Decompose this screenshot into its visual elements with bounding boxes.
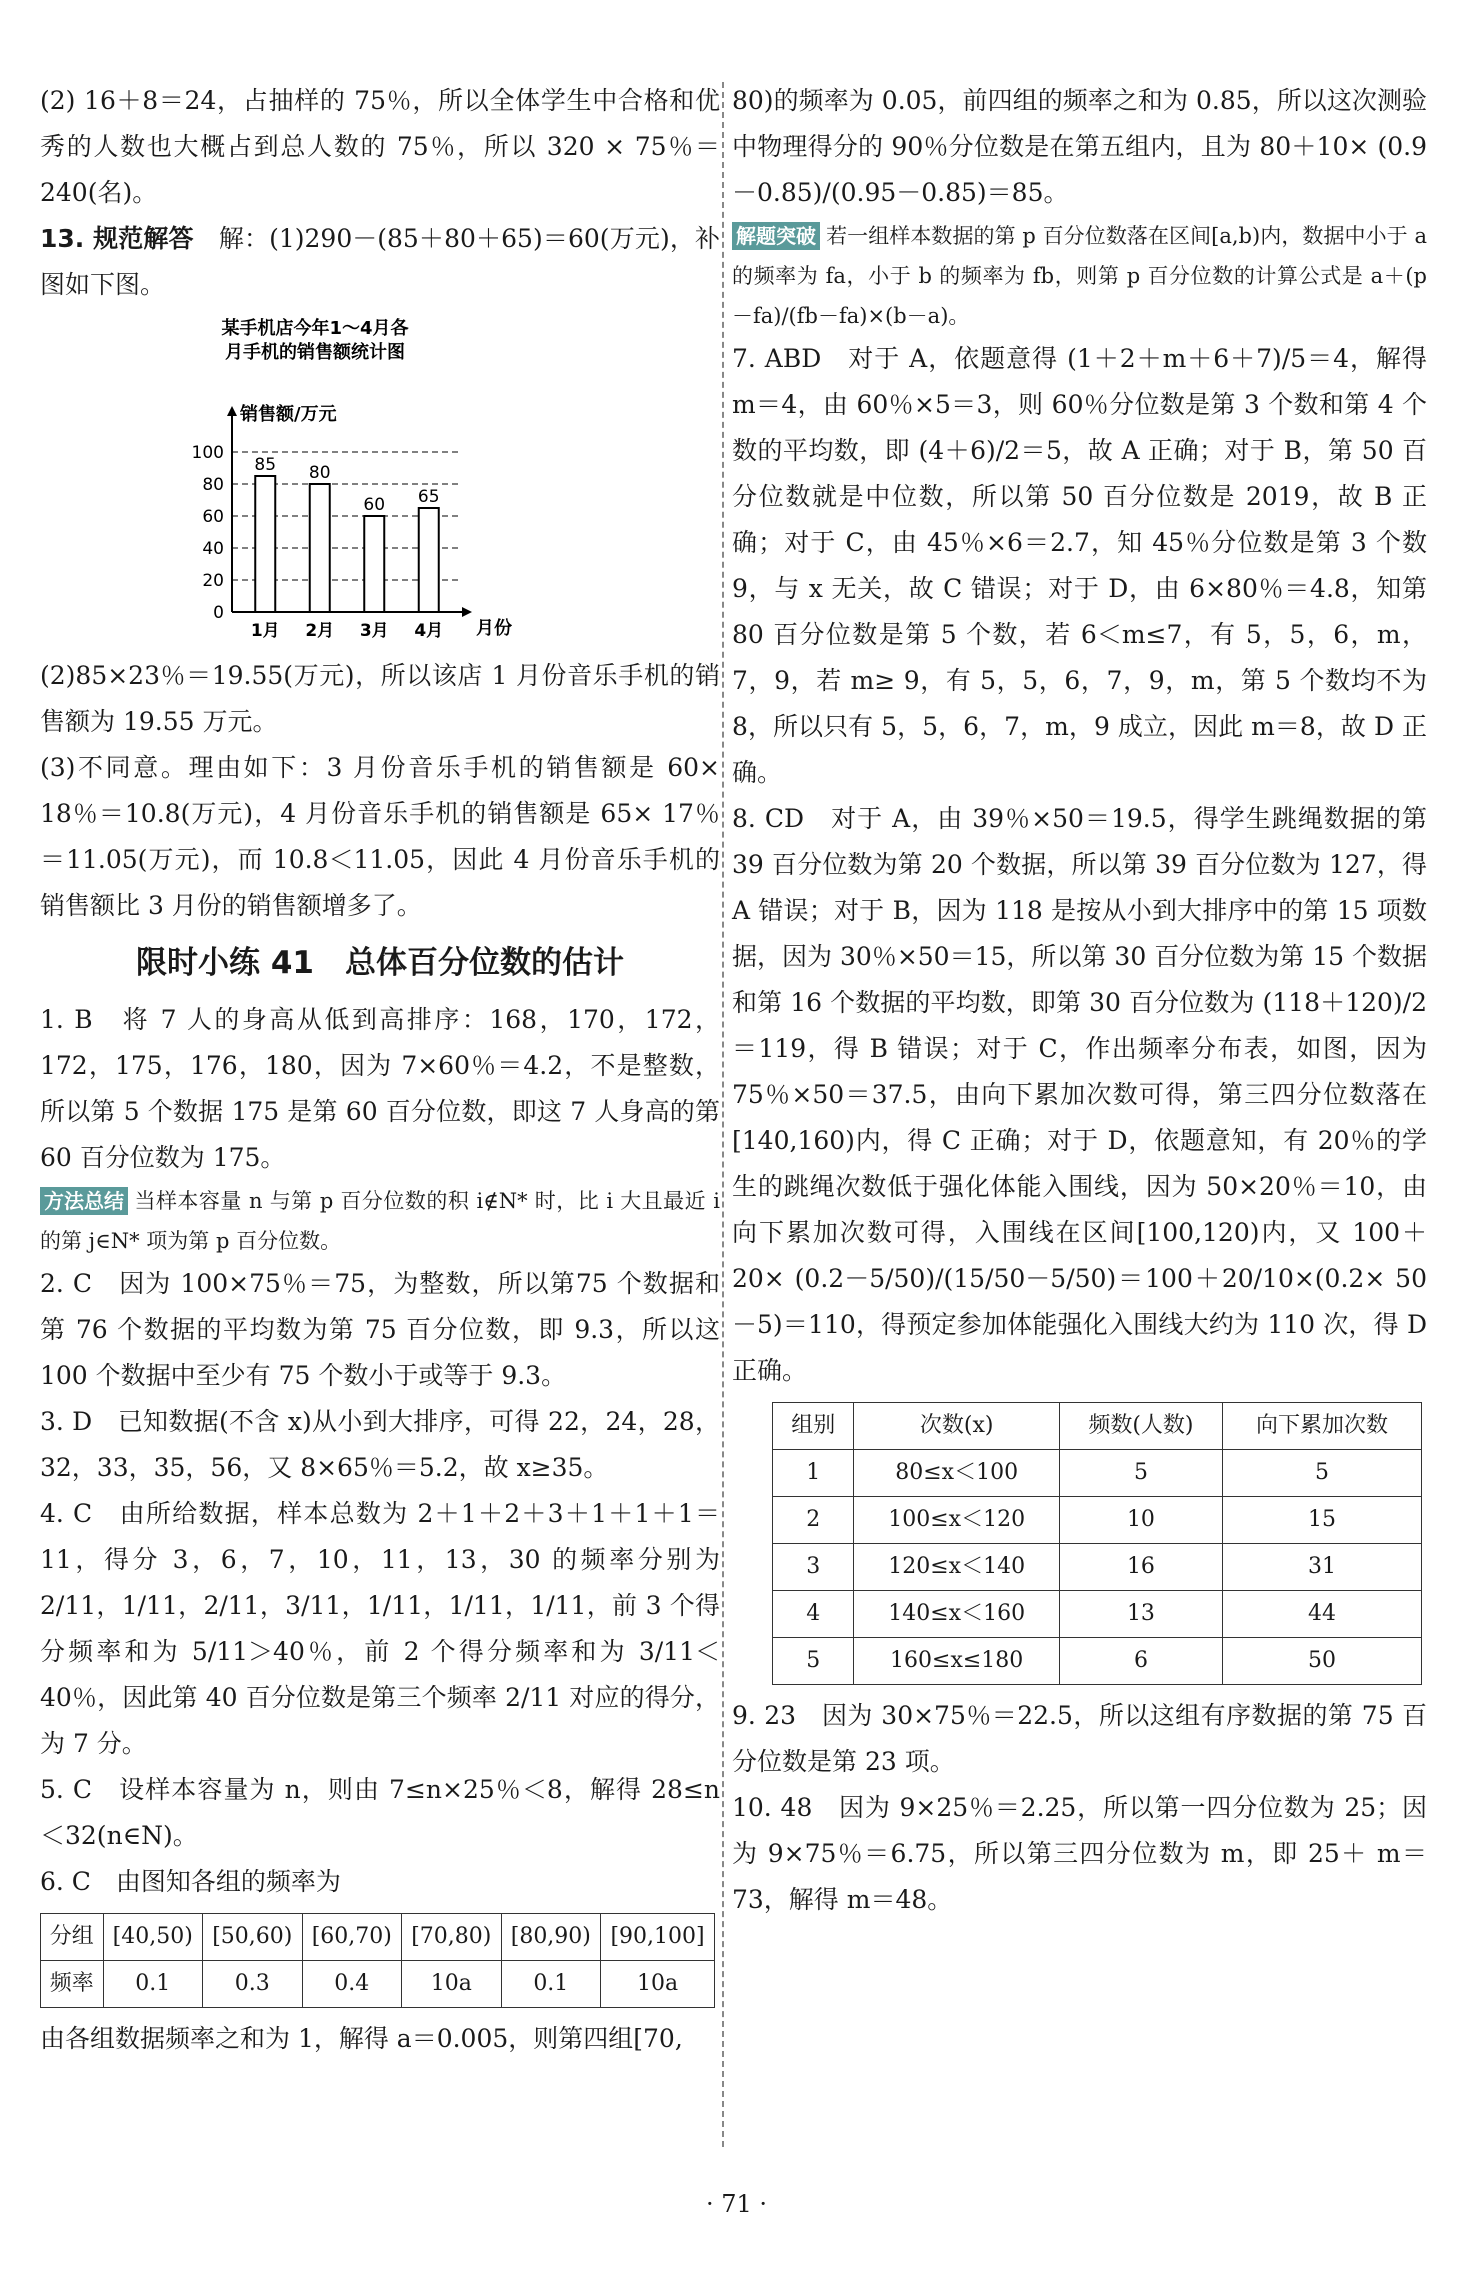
table-cell: 频率	[41, 1961, 104, 2008]
table-cell: 3	[773, 1544, 854, 1591]
column-divider	[722, 82, 724, 2147]
table-row	[41, 1961, 715, 2008]
table-cell: 100≤x＜120	[854, 1497, 1059, 1544]
answer-6: 6. C 由图知各组的频率为	[40, 1867, 341, 1896]
paragraph: (2) 16＋8＝24，占抽样的 75％，所以全体学生中合格和优秀的人数也大概占到总人数的 75％，所以 320 × 75％＝240(名)。	[40, 86, 720, 207]
frequency-table	[40, 1913, 715, 2008]
table-cell: 31	[1223, 1544, 1422, 1591]
bar	[310, 484, 330, 612]
table-cell: [40,50)	[103, 1914, 203, 1961]
table-cell: 组别	[773, 1403, 854, 1450]
right-column	[732, 78, 1427, 1923]
table-cell: 次数(x)	[854, 1403, 1059, 1450]
table-cell: 向下累加次数	[1223, 1403, 1422, 1450]
x-tick-label: 1月	[250, 621, 280, 638]
table-cell: 10a	[402, 1961, 502, 2008]
table-cell: 2	[773, 1497, 854, 1544]
paragraph: (3)不同意。理由如下：3 月份音乐手机的销售额是 60× 18％＝10.8(万元)，4 月份音乐手机的销售额是 65× 17％＝11.05(万元)，而 10.8＜11.05，因此 4 月份音乐手机的销售额比 3 月份的销售额增多了。	[40, 753, 720, 920]
table-row	[773, 1497, 1422, 1544]
tip-box	[732, 216, 1427, 336]
bar	[364, 516, 384, 612]
table-cell: 10a	[601, 1961, 715, 2008]
y-tick-label: 20	[202, 571, 224, 591]
answer-3: 3. D 已知数据(不含 x)从小到大排序，可得 22，24，28，32，33，35，56，又 8×65％＝5.2，故 x≥35。	[40, 1407, 720, 1482]
y-tick-label: 100	[191, 443, 224, 463]
x-axis-arrow	[462, 607, 472, 617]
table-cell: 0.3	[203, 1961, 303, 2008]
method-tag: 方法总结	[40, 1187, 128, 1215]
table-cell: [60,70)	[302, 1914, 402, 1961]
table-cell: 分组	[41, 1914, 104, 1961]
table-row	[773, 1544, 1422, 1591]
table-cell: 13	[1059, 1591, 1222, 1638]
x-axis-label: 月份	[476, 618, 512, 638]
paragraph: 由各组数据频率之和为 1，解得 a＝0.005，则第四组[70,	[40, 2024, 683, 2053]
x-tick-label: 4月	[414, 621, 444, 638]
table-cell: 4	[773, 1591, 854, 1638]
section-title: 限时小练 41 总体百分位数的估计	[136, 945, 624, 981]
table-cell: [70,80)	[402, 1914, 502, 1961]
bar-chart	[180, 312, 600, 638]
table-row	[773, 1450, 1422, 1497]
bar	[419, 508, 439, 612]
answer-9: 9. 23 因为 30×75％＝22.5，所以这组有序数据的第 75 百分位数是第 23 项。	[732, 1701, 1427, 1776]
table-cell: 120≤x＜140	[854, 1544, 1059, 1591]
paragraph: (2)85×23％＝19.55(万元)，所以该店 1 月份音乐手机的销售额为 19.55 万元。	[40, 661, 720, 736]
count-table	[772, 1402, 1422, 1685]
y-axis-label: 销售额/万元	[240, 404, 337, 425]
table-cell: [50,60)	[203, 1914, 303, 1961]
table-cell: 0.1	[103, 1961, 203, 2008]
answer-8: 8. CD 对于 A，由 39％×50＝19.5，得学生跳绳数据的第 39 百分位数为第 20 个数据，所以第 39 百分位数为 127，得 A 错误；对于 B，因为 118 是按从小到大排序中的第 15 项数据，因为 30％×50＝15，所以第 30 百分位数为第 15 个数据和第 16 个数据的平均数，即第 30 百分位数为 (118＋120)/2＝119，得 B 错误；对于 C，作出频率分布表，如图，因为 75％×50＝37.5，由向下累加次数可得，第三四分位数落在[140,160)内，得 C 正确；对于 D，依题意知，有 20％的学生的跳绳次数低于强化体能入围线，因为 50×20％＝10，由向下累加次数可得，入围线在区间[100,120)内，又 100＋20× (0.2－5/50)/(15/50－5/50)＝100＋20/10×(0.2× 50－5)＝110，得预定参加体能强化入围线大约为 110 次，得 D 正确。	[732, 804, 1427, 1385]
table-cell: 16	[1059, 1544, 1222, 1591]
table-cell: 5	[1223, 1450, 1422, 1497]
answer-text: 解：(1)290－(85＋80＋65)＝60(万元)，补图如下图。	[40, 224, 720, 299]
table-row	[773, 1591, 1422, 1638]
table-cell: [80,90)	[501, 1914, 601, 1961]
question-label: 13. 规范解答	[40, 224, 194, 253]
tip-text: 若一组样本数据的第 p 百分位数落在区间[a,b)内，数据中小于 a 的频率为 fa，小于 b 的频率为 fb，则第 p 百分位数的计算公式是 a＋(p－fa)/(fb－fa)×(b－a)。	[732, 224, 1427, 328]
y-tick-label: 40	[202, 539, 224, 559]
table-cell: [90,100]	[601, 1914, 715, 1961]
bar-value-label: 85	[254, 455, 277, 475]
chart-title: 某手机店今年1～4月各	[221, 318, 409, 339]
chart-title: 月手机的销售额统计图	[225, 342, 405, 363]
table-cell: 6	[1059, 1638, 1222, 1685]
page-number: · 71 ·	[705, 2190, 768, 2218]
answer-7: 7. ABD 对于 A，依题意得 (1＋2＋m＋6＋7)/5＝4，解得 m＝4，由 60％×5＝3，则 60％分位数是第 3 个数和第 4 个数的平均数，即 (4＋6)/2＝5，故 A 正确；对于 B，第 50 百分位数就是中位数，所以第 50 百分位数是 2019，故 B 正确；对于 C，由 45％×6＝2.7，知 45％分位数是第 3 个数 9，与 x 无关，故 C 错误；对于 D，由 6×80％＝4.8，知第 80 百分位数是第 5 个数，若 6＜m≤7，有 5，5，6，m，7，9，若 m≥ 9，有 5，5，6，7，9，m，第 5 个数均不为 8，所以只有 5，5，6，7，m，9 成立，因此 m＝8，故 D 正确。	[732, 344, 1427, 787]
method-text: 当样本容量 n 与第 p 百分位数的积 i∉N* 时，比 i 大且最近 i 的第 j∈N* 项为第 p 百分位数。	[40, 1189, 720, 1253]
question-13	[40, 216, 720, 308]
bar-value-label: 80	[308, 463, 331, 483]
y-tick-label: 0	[213, 603, 224, 623]
y-tick-label: 60	[202, 507, 224, 527]
y-axis-arrow	[227, 406, 237, 416]
answer-4: 4. C 由所给数据，样本总数为 2＋1＋2＋3＋1＋1＋1＝11，得分 3，6，7，10，11，13，30 的频率分别为 2/11，1/11，2/11，3/11，1/11，1/11，1/11，前 3 个得分频率和为 5/11＞40％，前 2 个得分频率和为 3/11＜40％，因此第 40 百分位数是第三个频率 2/11 对应的得分，为 7 分。	[40, 1499, 720, 1758]
bar	[255, 476, 275, 612]
bar-value-label: 60	[363, 495, 386, 515]
answer-10: 10. 48 因为 9×25％＝2.25，所以第一四分位数为 25；因为 9×75％＝6.75，所以第三四分位数为 m，即 25＋ m＝73，解得 m＝48。	[732, 1793, 1427, 1914]
bar-value-label: 65	[417, 487, 440, 507]
y-tick-label: 80	[202, 475, 224, 495]
answer-5: 5. C 设样本容量为 n，则由 7≤n×25％＜8，解得 28≤n＜32(n∈N)。	[40, 1775, 720, 1850]
table-cell: 5	[1059, 1450, 1222, 1497]
table-cell: 频数(人数)	[1059, 1403, 1222, 1450]
table-cell: 44	[1223, 1591, 1422, 1638]
table-cell: 160≤x≤180	[854, 1638, 1059, 1685]
table-cell: 15	[1223, 1497, 1422, 1544]
left-column	[40, 78, 720, 2062]
table-cell: 0.1	[501, 1961, 601, 2008]
table-cell: 0.4	[302, 1961, 402, 2008]
paragraph: 80)的频率为 0.05，前四组的频率之和为 0.85，所以这次测验中物理得分的 90％分位数是在第五组内，且为 80＋10× (0.9－0.85)/(0.95－0.85)＝85。	[732, 86, 1427, 207]
table-cell: 10	[1059, 1497, 1222, 1544]
table-header-row	[773, 1403, 1422, 1450]
method-summary	[40, 1181, 720, 1261]
table-header-row	[41, 1914, 715, 1961]
table-cell: 140≤x＜160	[854, 1591, 1059, 1638]
tip-tag: 解题突破	[732, 222, 820, 250]
table-cell: 1	[773, 1450, 854, 1497]
x-tick-label: 3月	[359, 621, 389, 638]
table-row	[773, 1638, 1422, 1685]
x-tick-label: 2月	[305, 621, 335, 638]
table-cell: 80≤x＜100	[854, 1450, 1059, 1497]
table-cell: 5	[773, 1638, 854, 1685]
answer-1: 1. B 将 7 人的身高从低到高排序：168，170，172，172，175，176，180，因为 7×60％＝4.2，不是整数，所以第 5 个数据 175 是第 60 百分位数，即这 7 人身高的第 60 百分位数为 175。	[40, 1005, 720, 1172]
answer-2: 2. C 因为 100×75％＝75，为整数，所以第75 个数据和第 76 个数据的平均数为第 75 百分位数，即 9.3，所以这 100 个数据中至少有 75 个数小于或等于 9.3。	[40, 1269, 720, 1390]
table-cell: 50	[1223, 1638, 1422, 1685]
